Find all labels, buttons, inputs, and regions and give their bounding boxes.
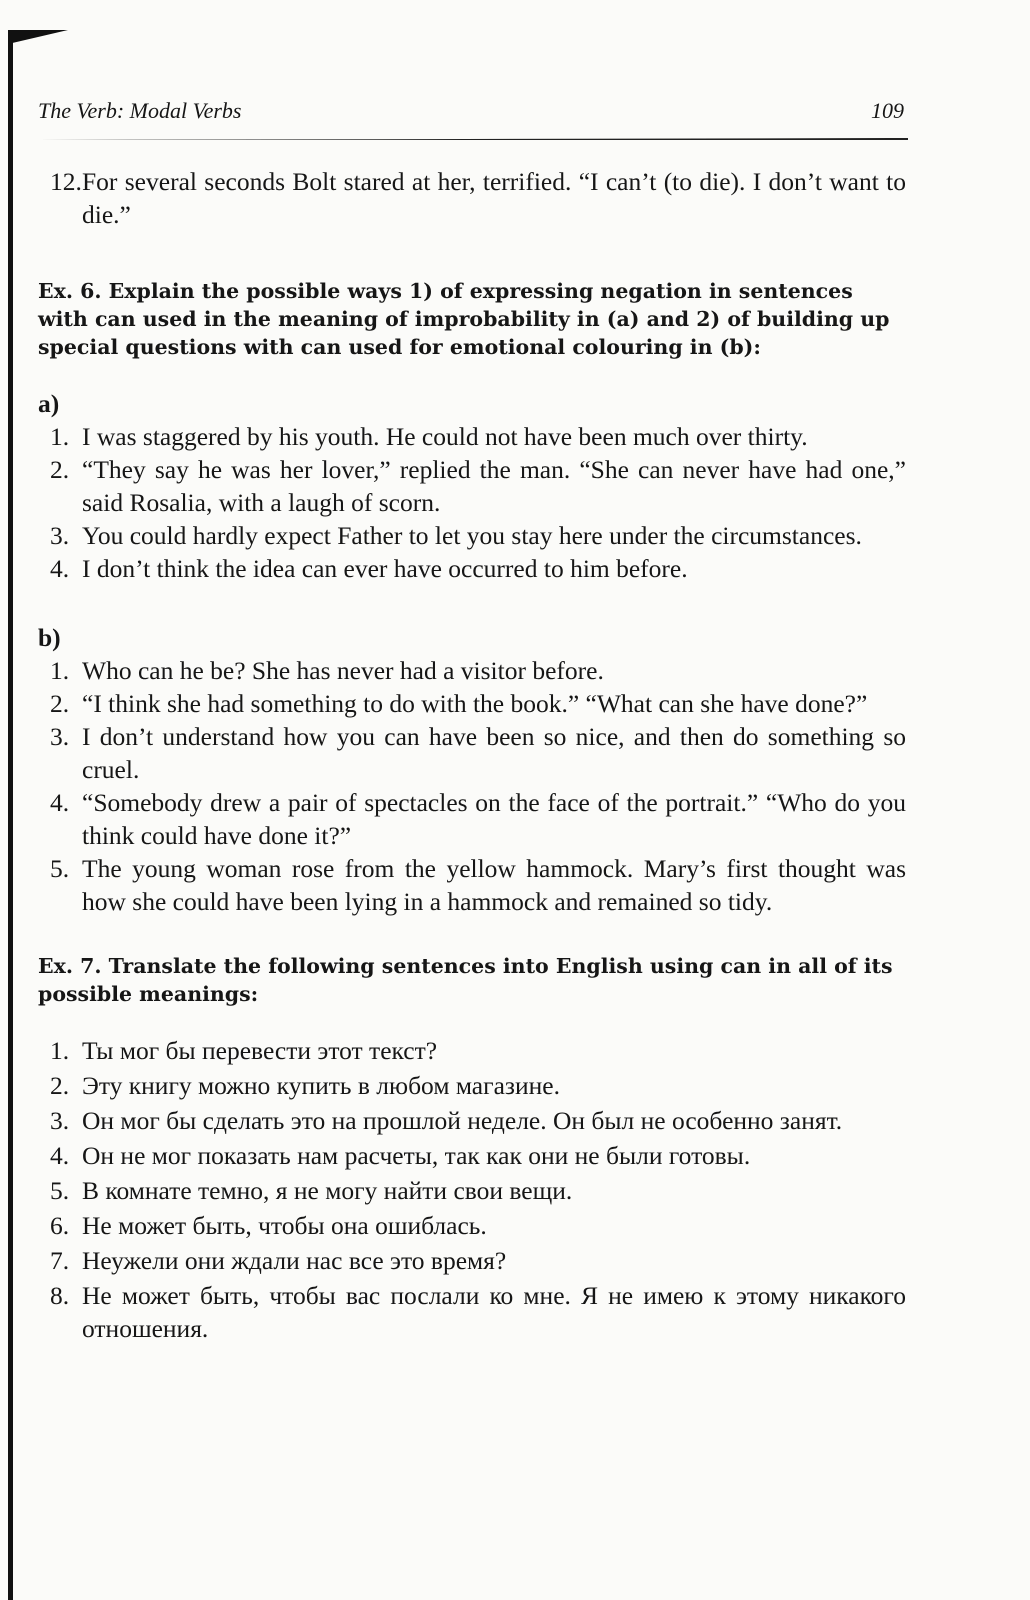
item-text: Не может быть, чтобы она ошиблась. (82, 1211, 487, 1240)
item-text: В комнате темно, я не могу найти свои вещи. (82, 1176, 573, 1205)
list-item (38, 1104, 906, 1137)
item-text: Ты мог бы перевести этот текст? (82, 1036, 438, 1065)
exercise-7-task: Ex. 7. Translate the following sentences into English using can in all of its possible meanings: (38, 954, 893, 1006)
list-item (38, 519, 906, 552)
item-number: 5. (50, 1176, 70, 1205)
item-text: Не может быть, чтобы вас послали ко мне. Я не имею к этому никакого отношения. (82, 1281, 906, 1343)
item-number: 4. (50, 788, 70, 817)
list-item (38, 1209, 906, 1242)
item-number: 1. (50, 656, 70, 685)
binding-edge (8, 40, 13, 1600)
item-number: 4. (50, 1141, 70, 1170)
item-text: The young woman rose from the yellow hammock. Mary’s first thought was how she could have been lying in a hammock and remained so tidy. (82, 854, 906, 916)
list-item (38, 687, 906, 720)
item-text: Who can he be? She has never had a visitor before. (82, 656, 604, 685)
item-number: 3. (50, 722, 70, 751)
list-item (38, 1279, 906, 1345)
item-number: 1. (50, 422, 70, 451)
item-text: “Somebody drew a pair of spectacles on the face of the portrait.” “Who do you think could have done it?” (82, 788, 906, 850)
running-header (38, 98, 908, 134)
item-number: 6. (50, 1211, 70, 1240)
section-a-list (38, 420, 906, 585)
exercise-7-list (38, 1034, 906, 1345)
item-number: 2. (50, 1071, 70, 1100)
item-text: I don’t think the idea can ever have occurred to him before. (82, 554, 688, 583)
header-rule (38, 138, 908, 140)
list-item (38, 1174, 906, 1207)
item-text: I was staggered by his youth. He could not have been much over thirty. (82, 422, 808, 451)
page-body (38, 165, 906, 1347)
section-a-label: a) (38, 389, 60, 418)
item-text: Он мог бы сделать это на прошлой неделе. Он был не особенно занят. (82, 1106, 843, 1135)
item-text: You could hardly expect Father to let you stay here under the circumstances. (82, 521, 862, 550)
item-number: 2. (50, 455, 70, 484)
item-number: 2. (50, 689, 70, 718)
item-text: “They say he was her lover,” replied the man. “She can never have had one,” said Rosalia, with a laugh of scorn. (82, 455, 906, 517)
list-item (38, 1244, 906, 1277)
list-item (38, 786, 906, 852)
binding-corner (8, 30, 68, 44)
item-number: 1. (50, 1036, 70, 1065)
exercise-6-task: Ex. 6. Explain the possible ways 1) of expressing negation in sentences with can used in the meaning of improbability in (a) and 2) of building up special questions with can used for emotional colouring in (b): (38, 279, 890, 359)
item-number: 12. (50, 167, 82, 196)
item-text: “I think she had something to do with the book.” “What can she have done?” (82, 689, 868, 718)
section-b-list (38, 654, 906, 918)
list-item (38, 552, 906, 585)
item-number: 8. (50, 1281, 70, 1310)
item-text: For several seconds Bolt stared at her, terrified. “I can’t (to die). I don’t want to die.” (82, 167, 906, 229)
list-item (38, 1139, 906, 1172)
list-item (38, 1034, 906, 1067)
item-text: Эту книгу можно купить в любом магазине. (82, 1071, 560, 1100)
list-item (38, 420, 906, 453)
list-item (38, 1069, 906, 1102)
item-number: 5. (50, 854, 70, 883)
list-item (38, 852, 906, 918)
list-item (38, 453, 906, 519)
item-text: Неужели они ждали нас все это время? (82, 1246, 507, 1275)
page-number: 109 (871, 98, 904, 123)
item-text: Он не мог показать нам расчеты, так как они не были готовы. (82, 1141, 751, 1170)
item-number: 4. (50, 554, 70, 583)
item-number: 3. (50, 521, 70, 550)
item-number: 3. (50, 1106, 70, 1135)
list-item (38, 720, 906, 786)
item-text: I don’t understand how you can have been so nice, and then do something so cruel. (82, 722, 906, 784)
list-item (38, 654, 906, 687)
carryover-item (38, 165, 906, 231)
header-title: The Verb: Modal Verbs (38, 98, 242, 123)
item-number: 7. (50, 1246, 70, 1275)
section-b-label: b) (38, 623, 61, 652)
